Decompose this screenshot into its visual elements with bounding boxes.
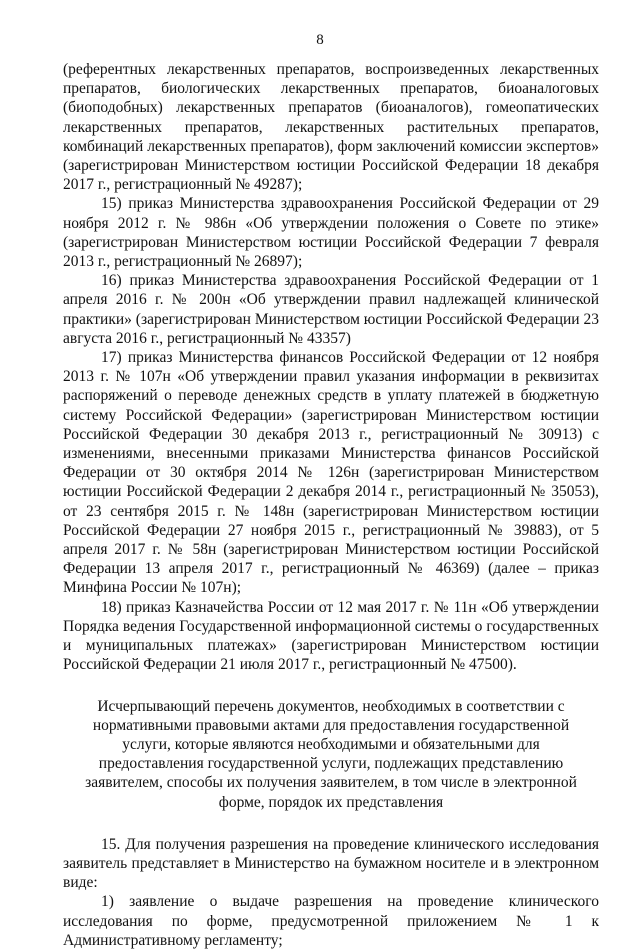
- paragraph-continuation: (референтных лекарственных препаратов, воспроизведенных лекарственных препаратов, биологических лекарственных препаратов, биоаналоговых (биоподобных) лекарственных препаратов (биоаналогов), гомеопатических лекарственных препаратов, лекарственных растительных препаратов, комбинаций лекарственных препаратов), форм заключений комиссии экспертов» (зарегистрирован Министерством юстиции Российской Федерации 18 декабря 2017 г., регистрационный № 49287);: [63, 61, 599, 194]
- paragraph-item-15: 15) приказ Министерства здравоохранения Российской Федерации от 29 ноября 2012 г. № 986н «Об утверждении положения о Совете по этике» (зарегистрирован Министерством юстиции Российской Федерации 7 февраля 2013 г., регистрационный № 26897);: [63, 195, 599, 271]
- page-number: 8: [316, 32, 324, 48]
- section-heading: Исчерпывающий перечень документов, необходимых в соответствии с нормативными правовыми актами для предоставления государственной услуги, которые являются необходимыми и обязательными для предоставления государственной услуги, подлежащих представлению заявителем, способы их получения заявителем, в том числе в электронной форме, порядок их представления: [85, 697, 577, 811]
- paragraph-item-17: 17) приказ Министерства финансов Российской Федерации от 12 ноября 2013 г. № 107н «Об утверждении правил указания информации в реквизитах распоряжений о переводе денежных средств в уплату платежей в бюджетную систему Российской Федерации» (зарегистрирован Министерством юстиции Российской Федерации 30 декабря 2013 г., регистрационный № 30913) с изменениями, внесенными приказами Министерства финансов Российской Федерации от 30 октября 2014 № 126н (зарегистрирован Министерством юстиции Российской Федерации 2 декабря 2014 г., регистрационный № 35053), от 23 сентября 2015 г. № 148н (зарегистрирован Министерством юстиции Российской Федерации 27 ноября 2015 г., регистрационный № 39883), от 5 апреля 2017 г. № 58н (зарегистрирован Министерством юстиции Российской Федерации 13 апреля 2017 г., регистрационный № 46369) (далее – приказ Минфина России № 107н);: [63, 349, 599, 597]
- document-body: [63, 60, 599, 950]
- paragraph-subitem-1: 1) заявление о выдаче разрешения на проведение клинического исследования по форме, предусмотренной приложением № 1 к Административному регламенту;: [63, 893, 599, 949]
- paragraph-item-18: 18) приказ Казначейства России от 12 мая 2017 г. № 11н «Об утверждении Порядка ведения Государственной информационной системы о государственных и муниципальных платежах» (зарегистрирован Министерством юстиции Российской Федерации 21 июля 2017 г., регистрационный № 47500).: [63, 598, 599, 674]
- paragraph-clause-15: 15. Для получения разрешения на проведение клинического исследования заявитель представляет в Министерство на бумажном носителе и в электронном виде:: [63, 835, 599, 892]
- paragraph-item-16: 16) приказ Министерства здравоохранения Российской Федерации от 1 апреля 2016 г. № 200н «Об утверждении правил надлежащей клинической практики» (зарегистрирован Министерством юстиции Российской Федерации 23 августа 2016 г., регистрационный № 43357): [63, 272, 599, 347]
